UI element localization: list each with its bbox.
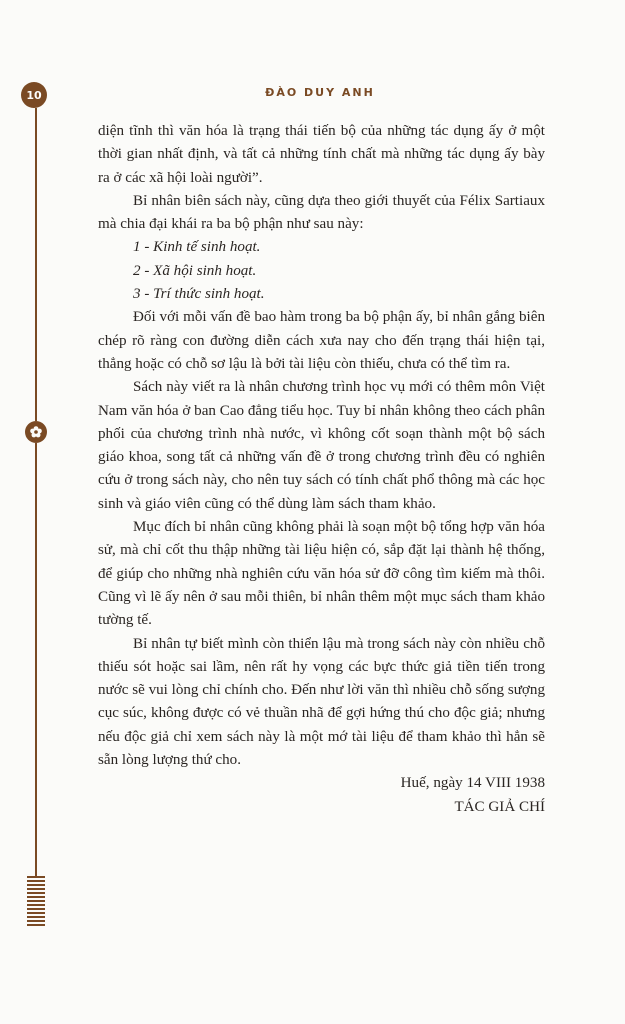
rail-line-top	[35, 108, 37, 421]
running-header-author: ĐÀO DUY ANH	[265, 86, 375, 99]
paragraph-aim: Mục đích bỉ nhân cũng không phải là soạn một bộ tổng hợp văn hóa sử, mà chỉ cốt thu thập những tài liệu hiện có, sắp đặt lại thành hệ thống, để giúp cho những nhà nghiên cứu văn hóa sử đỡ công tìm kiếm mà thôi. Cũng vì lẽ ấy nên ở sau mỗi thiên, bỉ nhân thêm một mục sách tham khảo tường tế.	[98, 519, 545, 629]
tick-ornament	[27, 876, 45, 928]
paragraph-apology: Bỉ nhân tự biết mình còn thiển lậu mà trong sách này còn nhiều chỗ thiếu sót hoặc sai lầm, nên rất hy vọng các bực thức giả tiền tiến trong nước sẽ vui lòng chỉ chính cho. Đến như lời văn thì nhiều chỗ sống sượng cục súc, không được có vẻ thuần nhã để gợi hứng thú cho độc giả; nhưng nếu độc giả chỉ xem sách này là một mớ tài liệu để tham khảo thì hẳn sẽ sẵn lòng lượng thứ cho.	[98, 635, 545, 769]
list-item: 1 - Kinh tế sinh hoạt.	[133, 239, 261, 256]
paragraph-structure: Bỉ nhân biên sách này, cũng dựa theo giới thuyết của Félix Sartiaux mà chia đại khái ra ba bộ phận như sau này:	[98, 192, 545, 233]
rail-line-bottom	[35, 443, 37, 876]
date-line: Huế, ngày 14 VIII 1938	[400, 775, 545, 792]
flower-ornament-icon	[25, 421, 47, 443]
paragraph-purpose: Sách này viết ra là nhân chương trình học vụ mới có thêm môn Việt Nam văn hóa ở ban Cao đẳng tiểu học. Tuy bỉ nhân không theo cách phân phối của chương trình nhà nước, vì không cốt soạn thành một bộ sách giáo khoa, song tất cả những vấn đề ở trong chương trình đều có nghiên cứu ở trong sách này, cho nên tuy sách có tính chất phổ thông mà các học sinh và giáo viên cũng có thể dùng làm sách tham khảo.	[98, 379, 545, 512]
page-number-badge: 10	[21, 82, 47, 108]
paragraph-continued: diện tĩnh thì văn hóa là trạng thái tiến bộ của những tác dụng ấy ở một thời gian nhất định, và tất cả những tính chất mà những tác dụng ấy bày ra ở các xã hội loài người”.	[98, 123, 545, 186]
signature: TÁC GIẢ CHÍ	[454, 798, 545, 815]
list-item: 3 - Trí thức sinh hoạt.	[133, 286, 265, 303]
list-item: 2 - Xã hội sinh hoạt.	[133, 262, 257, 279]
page-body	[98, 120, 545, 819]
paragraph-method: Đối với mỗi vấn đề bao hàm trong ba bộ phận ấy, bỉ nhân gắng biên chép rõ ràng con đường diễn cách xưa nay cho đến trạng thái hiện tại, thẳng hoặc có chỗ sơ lậu là bởi tài liệu còn thiếu, chưa có thể tìm ra.	[98, 309, 545, 372]
